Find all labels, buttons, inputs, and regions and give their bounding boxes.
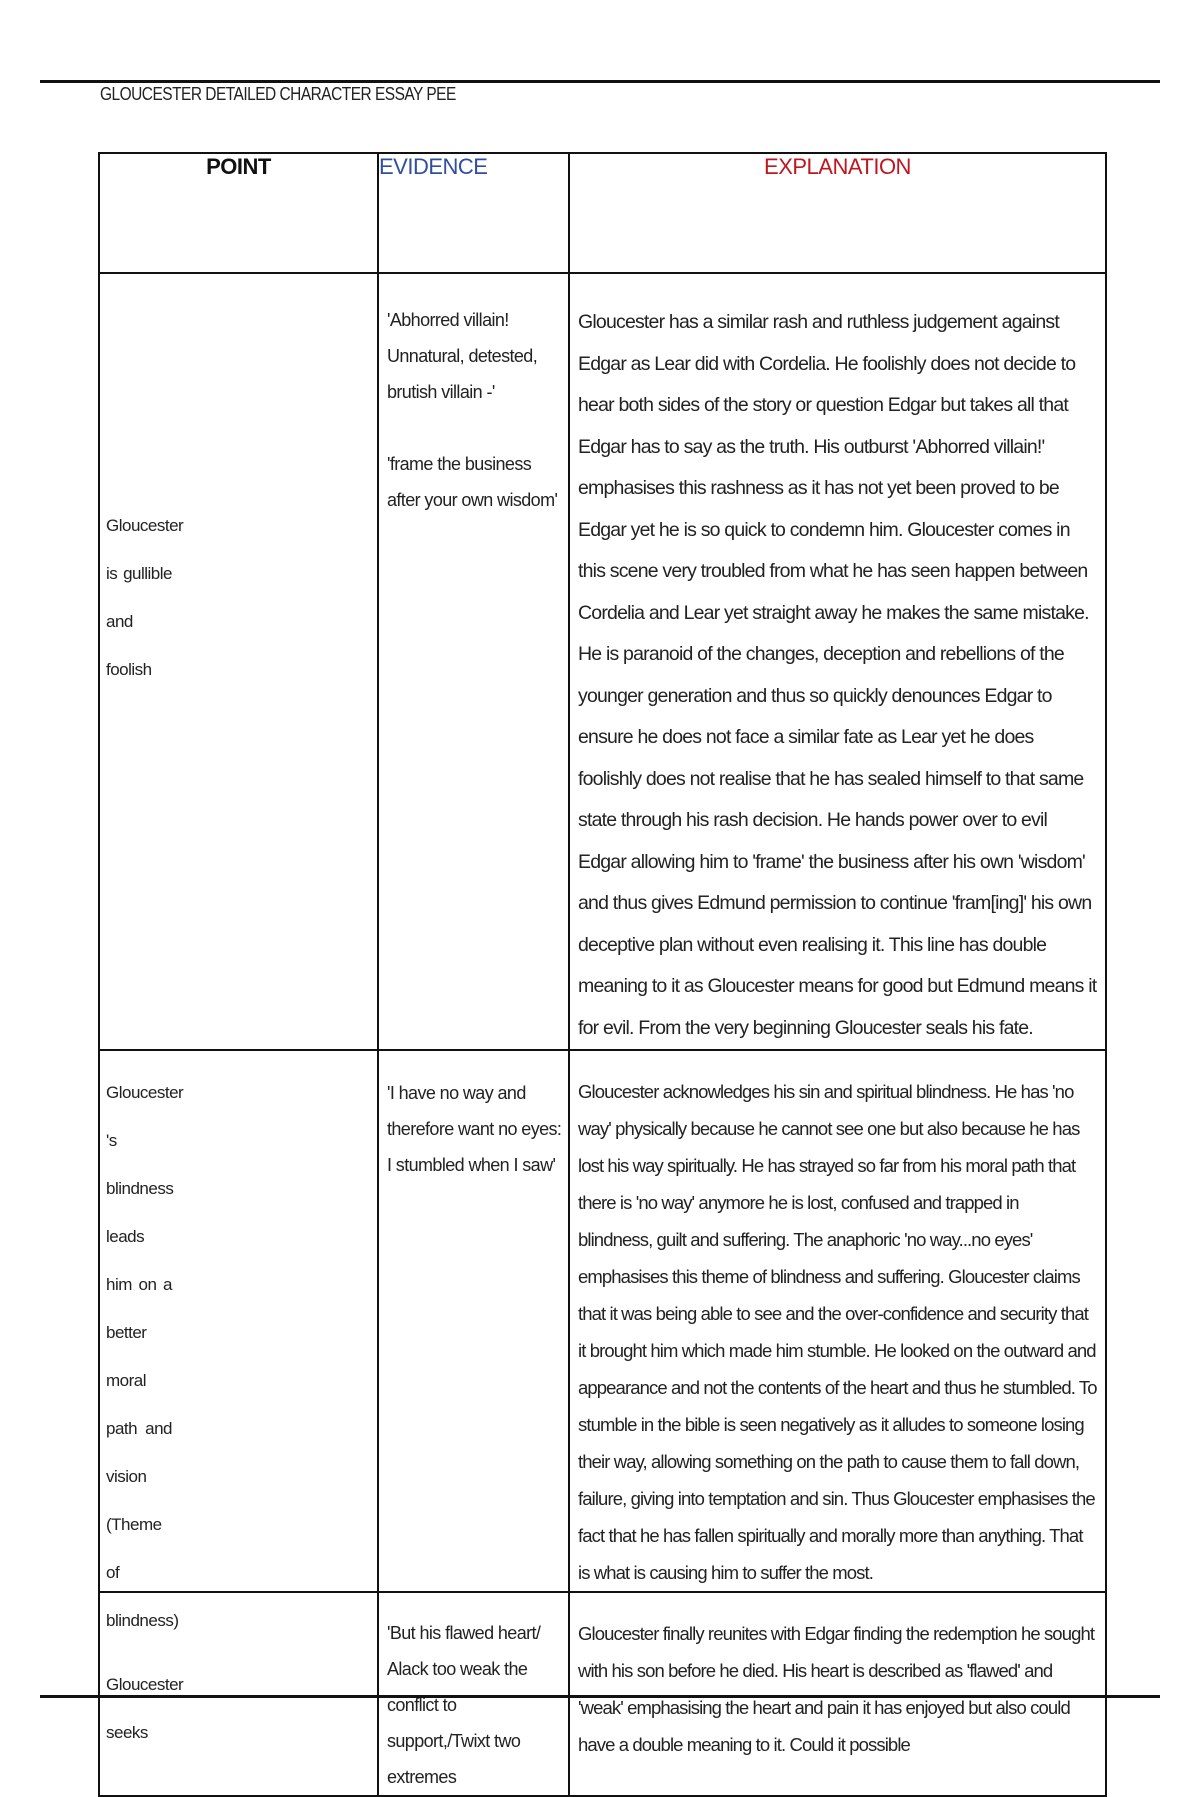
explanation-cell bbox=[569, 1050, 1106, 1592]
explanation-cell bbox=[569, 1592, 1106, 1796]
point-cell bbox=[99, 1050, 378, 1630]
evidence-cell bbox=[378, 1050, 569, 1592]
table-header-row bbox=[99, 153, 1106, 273]
header-evidence: EVIDENCE bbox=[378, 153, 569, 273]
header-explanation: EXPLANATION bbox=[569, 153, 1106, 273]
point-text: Gloucester 's blindness leads him on a better moral path and vision (Theme of blindness) bbox=[106, 1083, 184, 1630]
explanation-text: Gloucester finally reunites with Edgar finding the redemption he sought with his son before he died. His heart is described as 'flawed' and 'weak' emphasising the heart and pain it has enjoyed but also could have a double meaning to it. Could it possible bbox=[578, 1623, 1095, 1755]
evidence-cell bbox=[378, 273, 569, 1050]
point-cell bbox=[99, 273, 378, 1050]
explanation-text: Gloucester acknowledges his sin and spiritual blindness. He has 'no way' physically because he cannot see one but also because he has lost his way spiritually. He has strayed so far from his moral path that there is 'no way' anymore he is lost, confused and trapped in blindness, guilt and suffering. The anaphoric 'no way...no eyes' emphasises this theme of blindness and suffering. Gloucester claims that it was being able to see and the over-confidence and security that it brought him which made him stumble. He looked on the outward and appearance and not the contents of the heart and thus he stumbled. To stumble in the bible is seen negatively as it alludes to someone losing their way, allowing something on the path to cause them to fall down, failure, giving into temptation and sin. Thus Gloucester emphasises the fact that he has fallen spiritually and morally more than anything. That is what is causing him to suffer the most. bbox=[578, 1081, 1097, 1583]
point-text: Gloucester is gullible and foolish bbox=[106, 516, 184, 679]
header-point: POINT bbox=[99, 153, 378, 273]
evidence-text: 'Abhorred villain! Unnatural, detested, brutish villain -' 'frame the business after your own wisdom' bbox=[387, 310, 558, 510]
footer-rule bbox=[40, 1695, 1160, 1698]
document-title: GLOUCESTER DETAILED CHARACTER ESSAY PEE bbox=[100, 84, 456, 104]
evidence-cell bbox=[378, 1592, 569, 1796]
evidence-text: 'But his flawed heart/ Alack too weak the conflict to support,/Twixt two extremes bbox=[387, 1623, 541, 1787]
table-row bbox=[99, 273, 1106, 1050]
point-cell bbox=[99, 1592, 378, 1796]
evidence-text: 'I have no way and therefore want no eyes: I stumbled when I saw' bbox=[387, 1083, 562, 1175]
table-row bbox=[99, 1592, 1106, 1796]
explanation-cell bbox=[569, 273, 1106, 1050]
point-text: Gloucester seeks bbox=[106, 1675, 184, 1742]
explanation-text: Gloucester has a similar rash and ruthless judgement against Edgar as Lear did with Cordelia. He foolishly does not decide to hear both sides of the story or question Edgar but takes all that Edgar has to say as the truth. His outburst 'Abhorred villain!' emphasises this rashness as it has not yet been proved to be Edgar yet he is so quick to condemn him. Gloucester comes in this scene very troubled from what he has seen happen between Cordelia and Lear yet straight away he makes the same mistake. He is paranoid of the changes, deception and rebellions of the younger generation and thus so quickly denounces Edgar to ensure he does not face a similar fate as Lear yet he does foolishly does not realise that he has sealed himself to that same state through his rash decision. He hands power over to evil Edgar allowing him to 'frame' the business after his own 'wisdom' and thus gives Edmund permission to continue 'fram[ing]' his own deceptive plan without even realising it. This line has double meaning to it as Gloucester means for good but Edmund means it for evil. From the very beginning Gloucester seals his fate. bbox=[578, 311, 1097, 1039]
pee-table bbox=[98, 152, 1107, 1797]
table-row bbox=[99, 1050, 1106, 1592]
header-rule bbox=[40, 80, 1160, 83]
